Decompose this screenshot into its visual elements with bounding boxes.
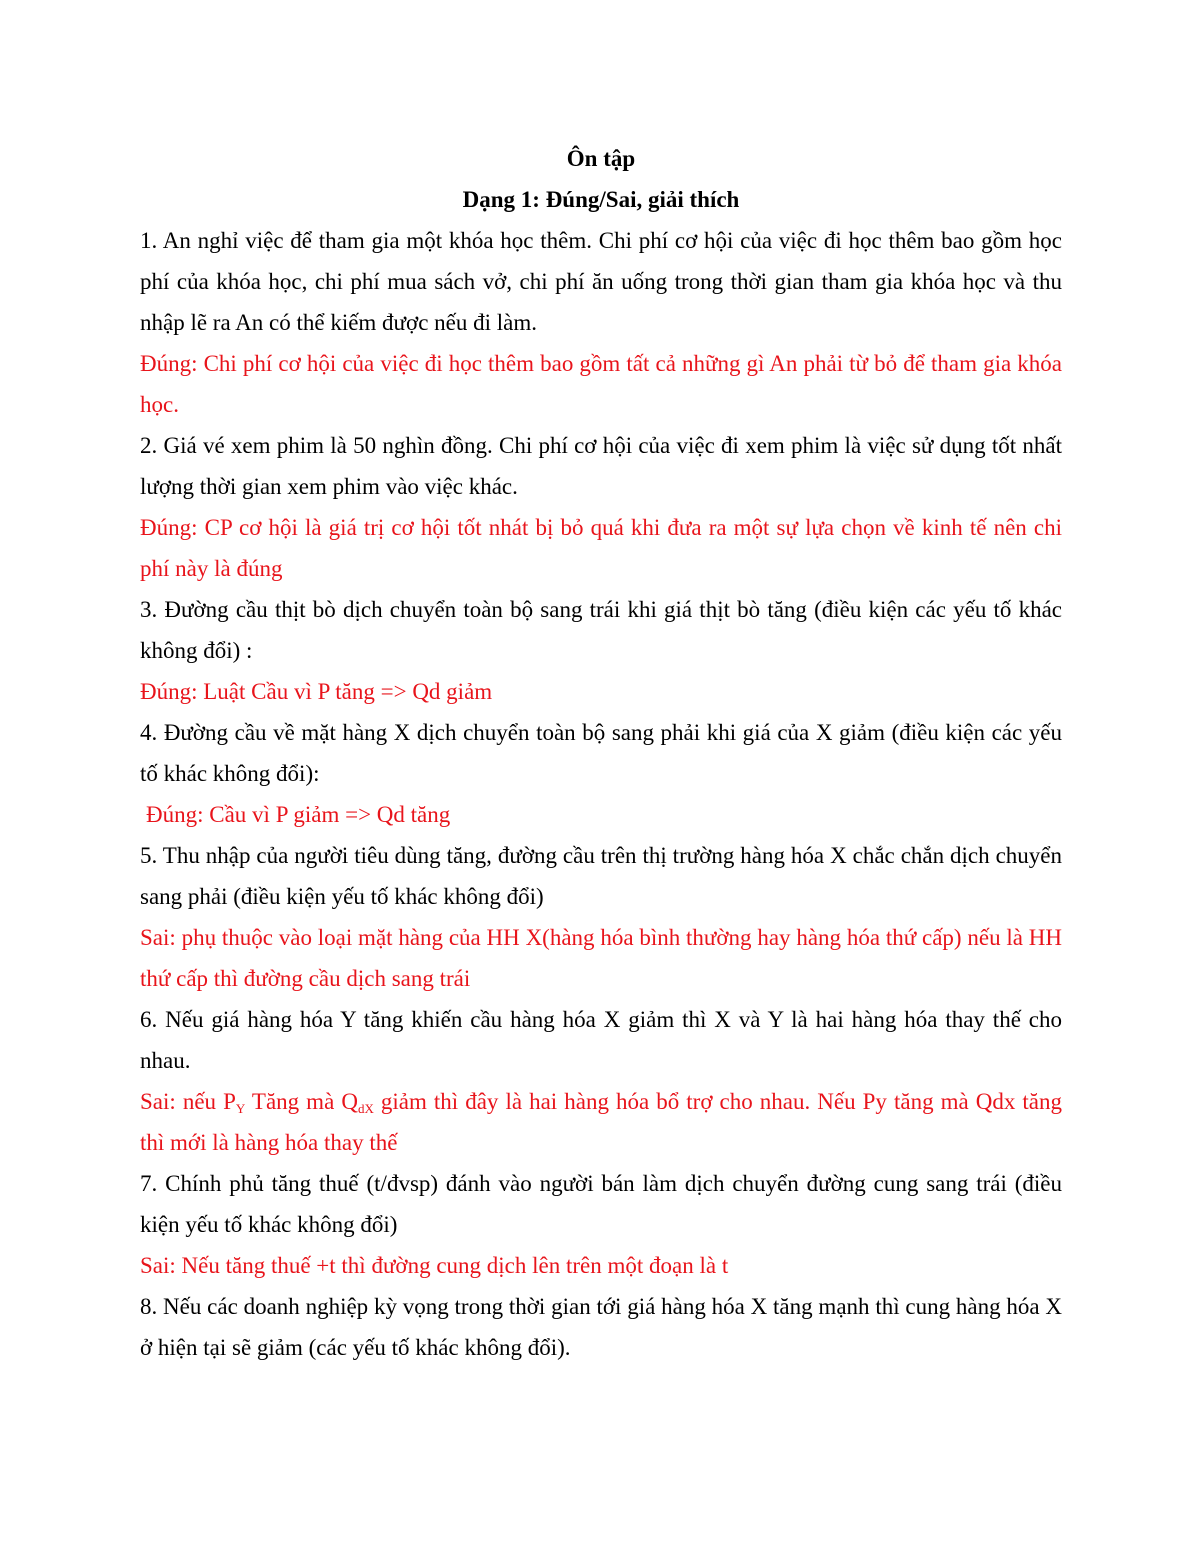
question-1: 1. An nghỉ việc để tham gia một khóa học thêm. Chi phí cơ hội của việc đi học thêm bao gồm học phí của khóa học, chi phí mua sách vở, chi phí ăn uống trong thời gian tham gia khóa học và thu nhập lẽ ra An có thể kiếm được nếu đi làm. [140,228,1062,335]
answer-6-part-1: Sai: nếu P [140,1089,236,1114]
answer-6-part-2: Tăng mà Q [245,1089,358,1114]
answer-6-part-3: giảm thì đây là hai hàng hóa bổ trợ cho nhau. Nếu Py tăng mà Qdx tăng thì mới là hàng hóa thay thế [140,1089,1062,1155]
question-6: 6. Nếu giá hàng hóa Y tăng khiến cầu hàng hóa X giảm thì X và Y là hai hàng hóa thay thế cho nhau. [140,1007,1062,1073]
answer-3: Đúng: Luật Cầu vì P tăng => Qd giảm [140,679,493,704]
answer-2: Đúng: CP cơ hội là giá trị cơ hội tốt nhát bị bỏ quá khi đưa ra một sự lựa chọn về kinh tế nên chi phí này là đúng [140,515,1062,581]
answer-6-subscript-dx: dX [357,1101,374,1116]
answer-4: Đúng: Cầu vì P giảm => Qd tăng [146,802,451,827]
question-4: 4. Đường cầu về mặt hàng X dịch chuyển toàn bộ sang phải khi giá của X giảm (điều kiện các yếu tố khác không đổi): [140,720,1062,786]
answer-5: Sai: phụ thuộc vào loại mặt hàng của HH X(hàng hóa bình thường hay hàng hóa thứ cấp) nếu là HH thứ cấp thì đường cầu dịch sang trái [140,925,1062,991]
question-3: 3. Đường cầu thịt bò dịch chuyển toàn bộ sang trái khi giá thịt bò tăng (điều kiện các yếu tố khác không đổi) : [140,597,1062,663]
question-5: 5. Thu nhập của người tiêu dùng tăng, đường cầu trên thị trường hàng hóa X chắc chắn dịch chuyển sang phải (điều kiện yếu tố khác không đổi) [140,843,1062,909]
question-2: 2. Giá vé xem phim là 50 nghìn đồng. Chi phí cơ hội của việc đi xem phim là việc sử dụng tốt nhất lượng thời gian xem phim vào việc khác. [140,433,1062,499]
document-page [140,138,1062,1368]
question-7: 7. Chính phủ tăng thuế (t/đvsp) đánh vào người bán làm dịch chuyển đường cung sang trái (điều kiện yếu tố khác không đổi) [140,1171,1062,1237]
answer-1: Đúng: Chi phí cơ hội của việc đi học thêm bao gồm tất cả những gì An phải từ bỏ để tham gia khóa học. [140,351,1062,417]
answer-6 [140,1081,1062,1163]
question-8: 8. Nếu các doanh nghiệp kỳ vọng trong thời gian tới giá hàng hóa X tăng mạnh thì cung hàng hóa X ở hiện tại sẽ giảm (các yếu tố khác không đổi). [140,1294,1062,1360]
answer-6-subscript-y: Y [235,1101,246,1116]
document-title: Ôn tập [566,146,636,171]
section-subtitle: Dạng 1: Đúng/Sai, giải thích [462,187,740,212]
answer-7: Sai: Nếu tăng thuế +t thì đường cung dịch lên trên một đoạn là t [140,1253,729,1278]
